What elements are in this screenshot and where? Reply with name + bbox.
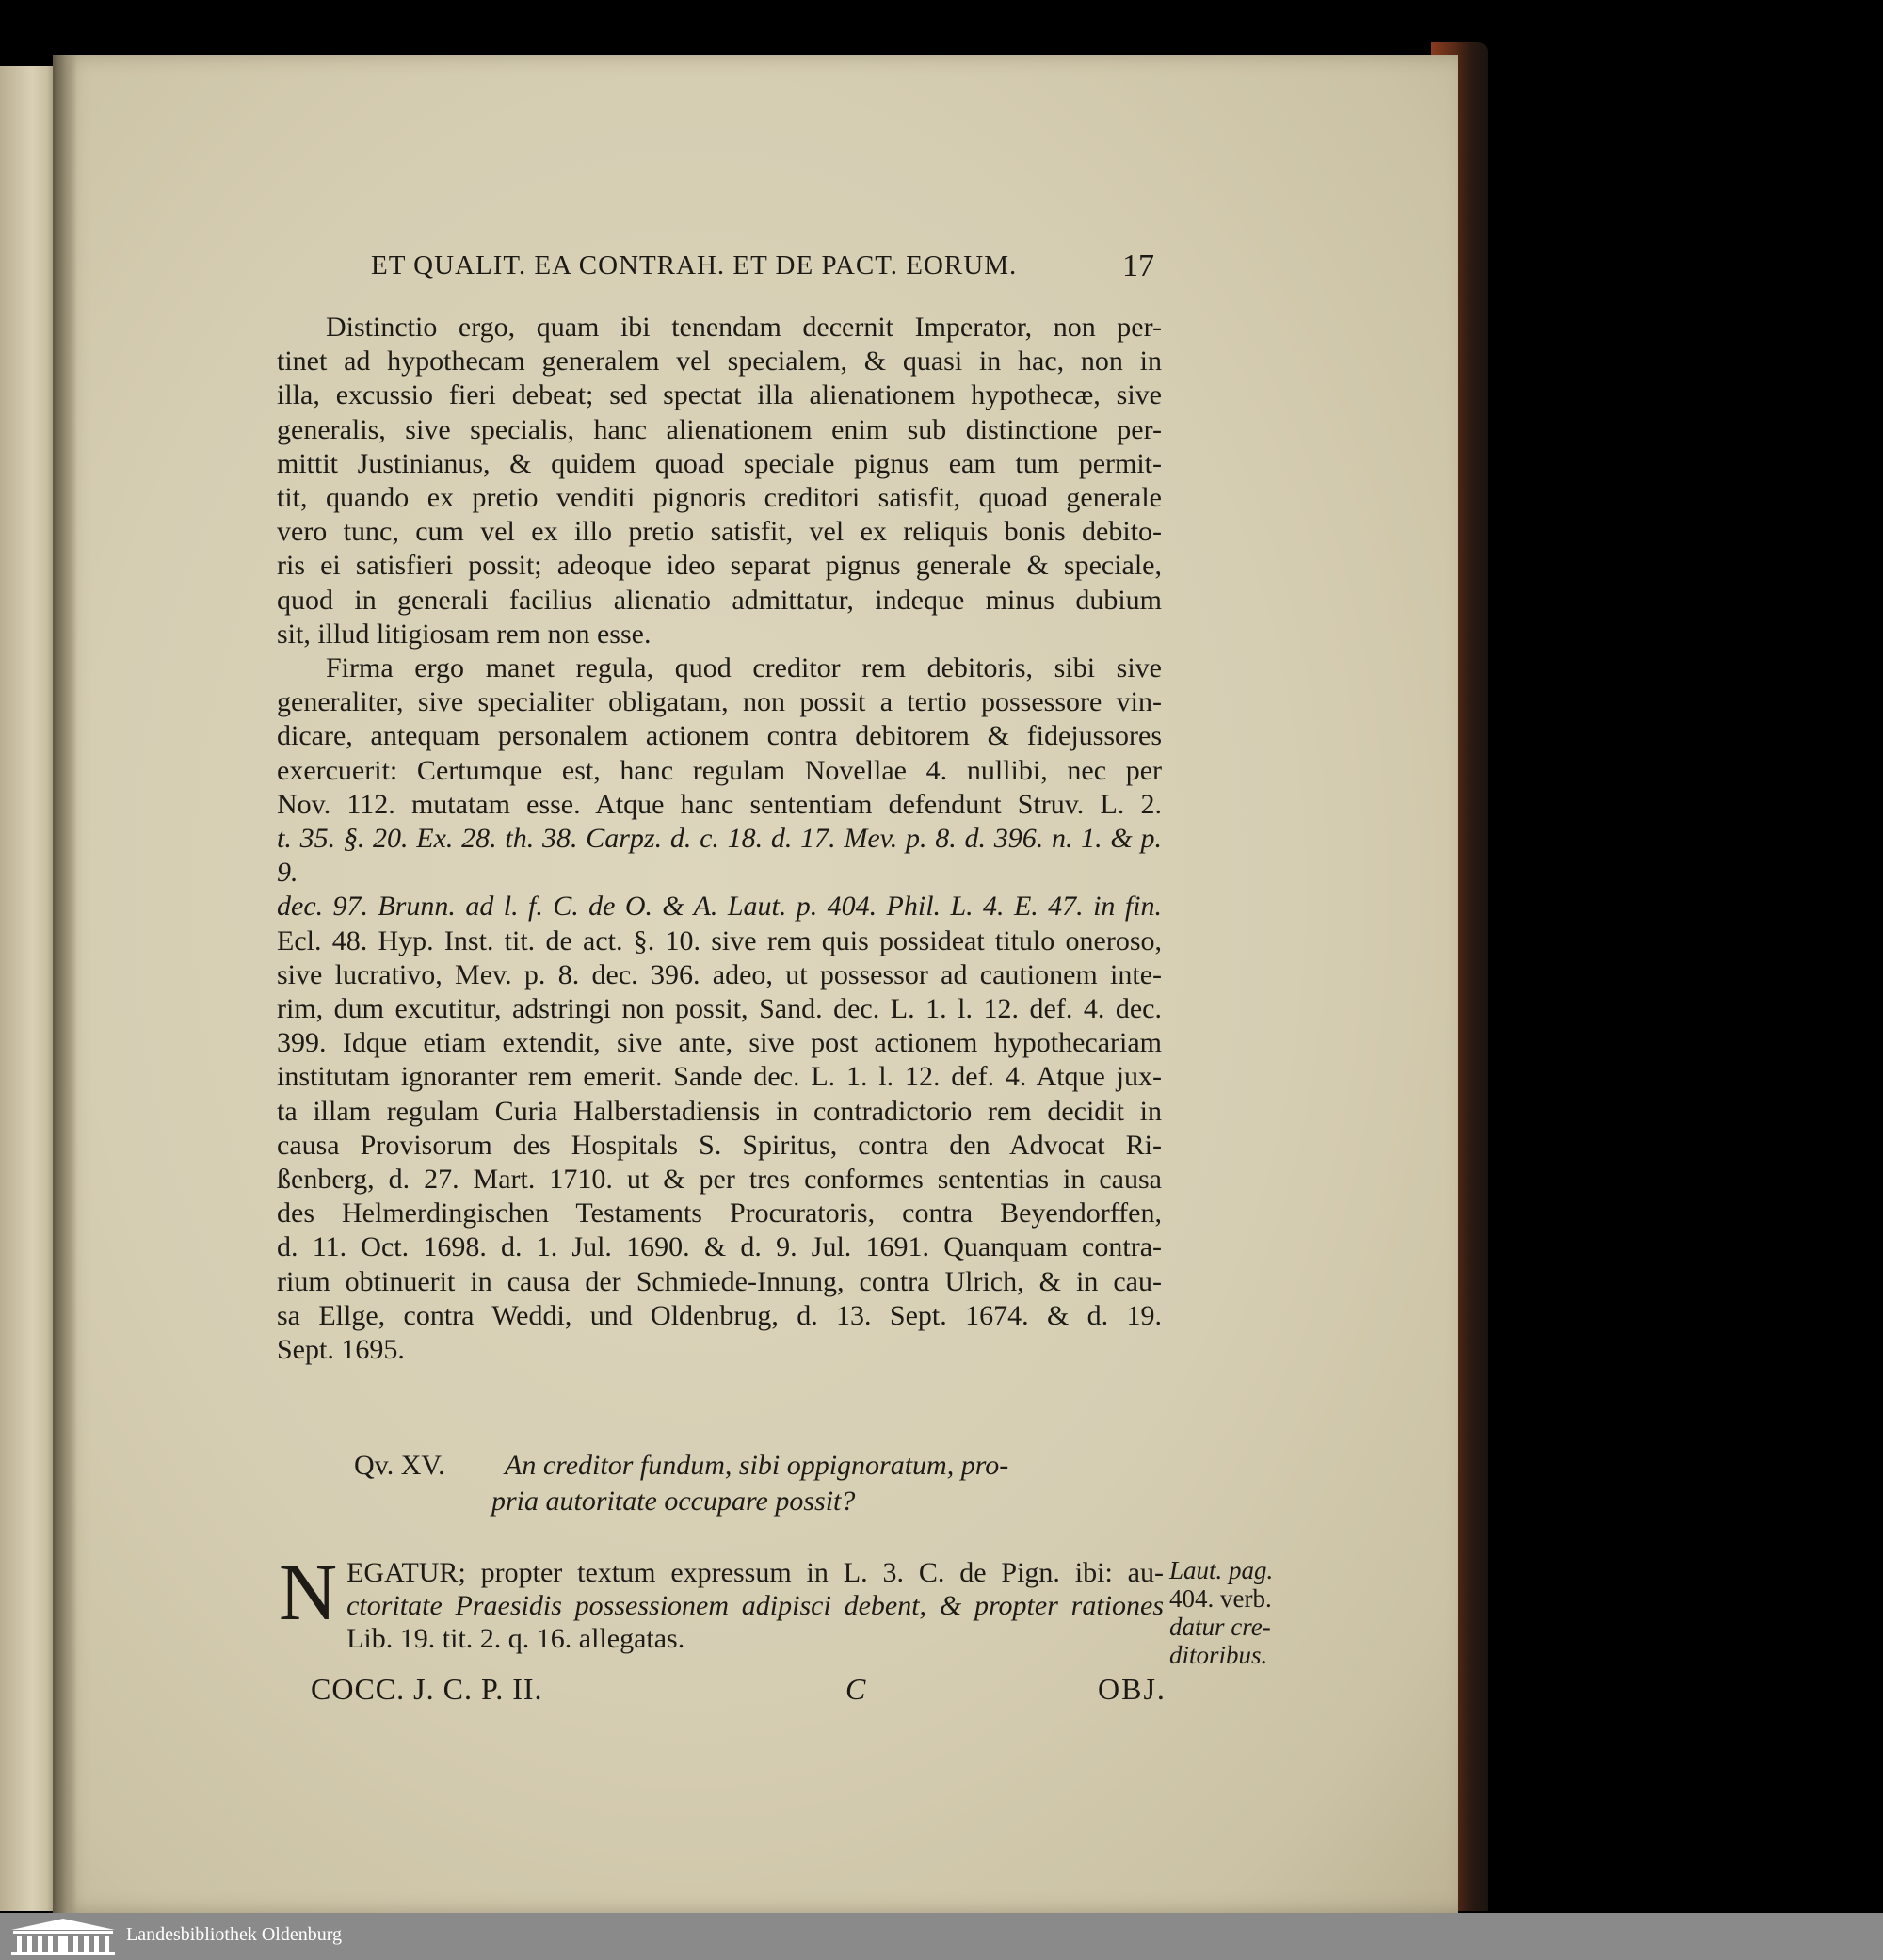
text-line: dec. 97. Brunn. ad l. f. C. de O. & A. Laut. p. 404. Phil. L. 4. E. 47. in fin. <box>277 891 1162 923</box>
text-line: EGATUR; propter textum expressum in L. 3. C. de Pign. ibi: au- <box>346 1557 1164 1588</box>
text-line: Distinctio ergo, quam ibi tenendam decernit Imperator, non per- <box>326 312 1162 343</box>
question-title-continued: pria autoritate occupare possit? <box>491 1486 856 1517</box>
gutter-shadow <box>53 55 77 1913</box>
text-line: t. 35. §. 20. Ex. 28. th. 38. Carpz. d. c. 18. d. 17. Mev. p. 8. d. 396. n. 1. & p. 9. <box>277 823 1162 889</box>
text-line: Sept. 1695. <box>277 1334 405 1366</box>
left-page-edge <box>0 66 58 1911</box>
text-line: institutam ignoranter rem emerit. Sande dec. L. 1. l. 12. def. 4. Atque jux- <box>277 1061 1162 1093</box>
paragraph-1 <box>277 311 1162 651</box>
text-line: vero tunc, cum vel ex illo pretio satisfit, vel ex reliquis bonis debito- <box>277 516 1162 548</box>
body-text <box>277 311 1162 1367</box>
margin-note <box>1169 1556 1288 1669</box>
text-line: rim, dum excutitur, adstringi non possit, Sand. dec. L. 1. l. 12. def. 4. dec. <box>277 993 1162 1025</box>
paragraph-2 <box>277 651 1162 1367</box>
text-line: Nov. 112. mutatam esse. Atque hanc sententiam defendunt Struv. L. 2. <box>277 788 1162 820</box>
question-heading <box>354 1448 1126 1519</box>
text-line: 399. Idque etiam extendit, sive ante, sive post actionem hypothecariam <box>277 1027 1162 1059</box>
text-line: sit, illud litigiosam rem non esse. <box>277 618 652 650</box>
margin-note-line: datur cre- <box>1169 1613 1271 1641</box>
margin-note-line: 404. verb. <box>1169 1584 1272 1613</box>
text-line: quod in generali facilius alienatio admittatur, indeque minus dubium <box>277 584 1162 616</box>
text-line: sa Ellge, contra Weddi, und Oldenbrug, d. 13. Sept. 1674. & d. 19. <box>277 1299 1162 1331</box>
catchword: OBJ. <box>1098 1672 1167 1706</box>
drop-cap: N <box>279 1547 338 1637</box>
library-building-icon <box>8 1917 119 1956</box>
text-line: d. 11. Oct. 1698. d. 1. Jul. 1690. & d. 9. Jul. 1691. Quanquam contra- <box>277 1231 1162 1263</box>
text-line: tinet ad hypothecam generalem vel specialem, & quasi in hac, non in <box>277 345 1162 378</box>
page-footer <box>311 1672 1167 1710</box>
text-line: sive lucrativo, Mev. p. 8. dec. 396. adeo, ut possessor ad cautionem inte- <box>277 958 1162 990</box>
text-line: Lib. 19. tit. 2. q. 16. allegatas. <box>346 1623 685 1654</box>
page-number: 17 <box>1122 249 1154 283</box>
margin-note-line: ditoribus. <box>1169 1641 1268 1669</box>
text-line: ris ei satisfieri possit; adeoque ideo separat pignus generale & speciale, <box>277 550 1162 582</box>
running-head: ET QUALIT. EA CONTRAH. ET DE PACT. EORUM. <box>371 250 1018 281</box>
text-line: mittit Justinianus, & quidem quoad speciale pignus eam tum permit- <box>277 447 1162 479</box>
margin-note-line: Laut. pag. <box>1169 1556 1274 1584</box>
text-line: illa, excussio fieri debeat; sed spectat illa alienationem hypothecæ, sive <box>277 379 1162 411</box>
text-line: dicare, antequam personalem actionem contra debitorem & fidejussores <box>277 720 1162 752</box>
text-line: Ecl. 48. Hyp. Inst. tit. de act. §. 10. sive rem quis possideat titulo oneroso, <box>277 924 1162 956</box>
library-name: Landesbibliothek Oldenburg <box>126 1924 343 1945</box>
signature-line: COCC. J. C. P. II. <box>311 1672 543 1706</box>
text-line: ctoritate Praesidis possessionem adipisci debent, & propter rationes <box>346 1590 1164 1621</box>
library-bar <box>0 1913 1883 1960</box>
text-line: des Helmerdingischen Testaments Procuratoris, contra Beyendorffen, <box>277 1197 1162 1229</box>
book-page <box>60 55 1458 1913</box>
text-line: rium obtinuerit in causa der Schmiede-Innung, contra Ulrich, & in cau- <box>277 1265 1162 1297</box>
text-line: ßenberg, d. 27. Mart. 1710. ut & per tres conformes sententias in causa <box>277 1164 1162 1196</box>
question-number: Qv. XV. <box>354 1450 445 1481</box>
text-line: causa Provisorum des Hospitals S. Spiritus, contra den Advocat Ri- <box>277 1129 1162 1161</box>
signature-mark: C <box>845 1672 866 1706</box>
text-line: ta illam regulam Curia Halberstadiensis in contradictorio rem decidit in <box>277 1095 1162 1127</box>
text-line: tit, quando ex pretio venditi pignoris creditori satisfit, quoad generale <box>277 482 1162 514</box>
answer-paragraph <box>279 1547 1164 1655</box>
text-line: generalis, sive specialis, hanc alienationem enim sub distinctione per- <box>277 413 1162 445</box>
text-line: Firma ergo manet regula, quod creditor rem debitoris, sibi sive <box>326 652 1162 684</box>
question-title: An creditor fundum, sibi oppignoratum, pro- <box>505 1450 1009 1481</box>
text-line: exercuerit: Certumque est, hanc regulam Novellae 4. nullibi, nec per <box>277 754 1162 786</box>
text-line: generaliter, sive specialiter obligatam, non possit a tertio possessore vin- <box>277 686 1162 718</box>
